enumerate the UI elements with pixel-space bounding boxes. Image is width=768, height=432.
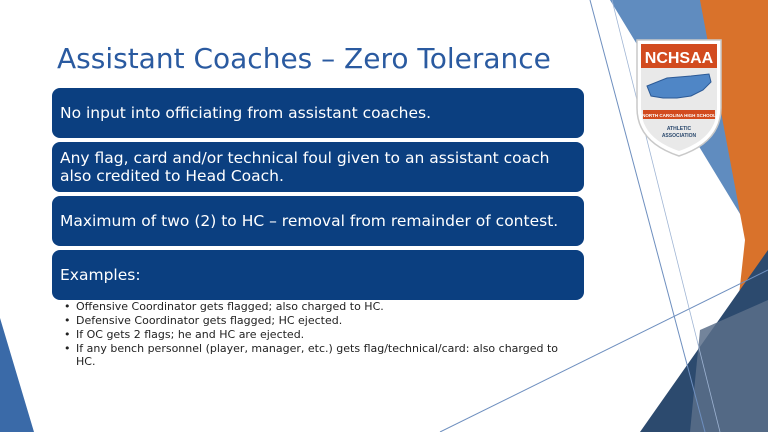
logo-ribbon-text: NORTH CAROLINA HIGH SCHOOL bbox=[642, 113, 716, 118]
list-item: • If OC gets 2 flags; he and HC are ejected. bbox=[60, 328, 580, 341]
list-item: • Defensive Coordinator gets flagged; HC ejected. bbox=[60, 314, 580, 327]
box-text: No input into officiating from assistant coaches. bbox=[60, 104, 432, 122]
logo-sub-text-1: ATHLETIC bbox=[666, 126, 692, 132]
list-item: • Offensive Coordinator gets flagged; also charged to HC. bbox=[60, 300, 580, 313]
content-box-maximum bbox=[52, 196, 584, 246]
slide-title: Assistant Coaches – Zero Tolerance bbox=[57, 42, 551, 75]
box-text: Any flag, card and/or technical foul given to an assistant coach also credited to Head Coach. bbox=[60, 149, 550, 185]
right-gray-panel bbox=[690, 300, 768, 432]
content-box-no-input bbox=[52, 88, 584, 138]
nchsaa-logo bbox=[633, 38, 725, 158]
logo-sub-text-2: ASSOCIATION bbox=[661, 133, 697, 139]
logo-name: NCHSAA bbox=[644, 50, 714, 67]
box-text: Maximum of two (2) to HC – removal from remainder of contest. bbox=[60, 212, 559, 230]
left-accent-triangle bbox=[0, 318, 34, 432]
content-box-examples bbox=[52, 250, 584, 300]
box-text: Examples: bbox=[60, 266, 141, 284]
examples-list bbox=[60, 300, 580, 369]
list-item: • If any bench personnel (player, manager, etc.) gets flag/technical/card: also charged to HC. bbox=[60, 342, 580, 368]
content-box-flag-credited bbox=[52, 142, 584, 192]
